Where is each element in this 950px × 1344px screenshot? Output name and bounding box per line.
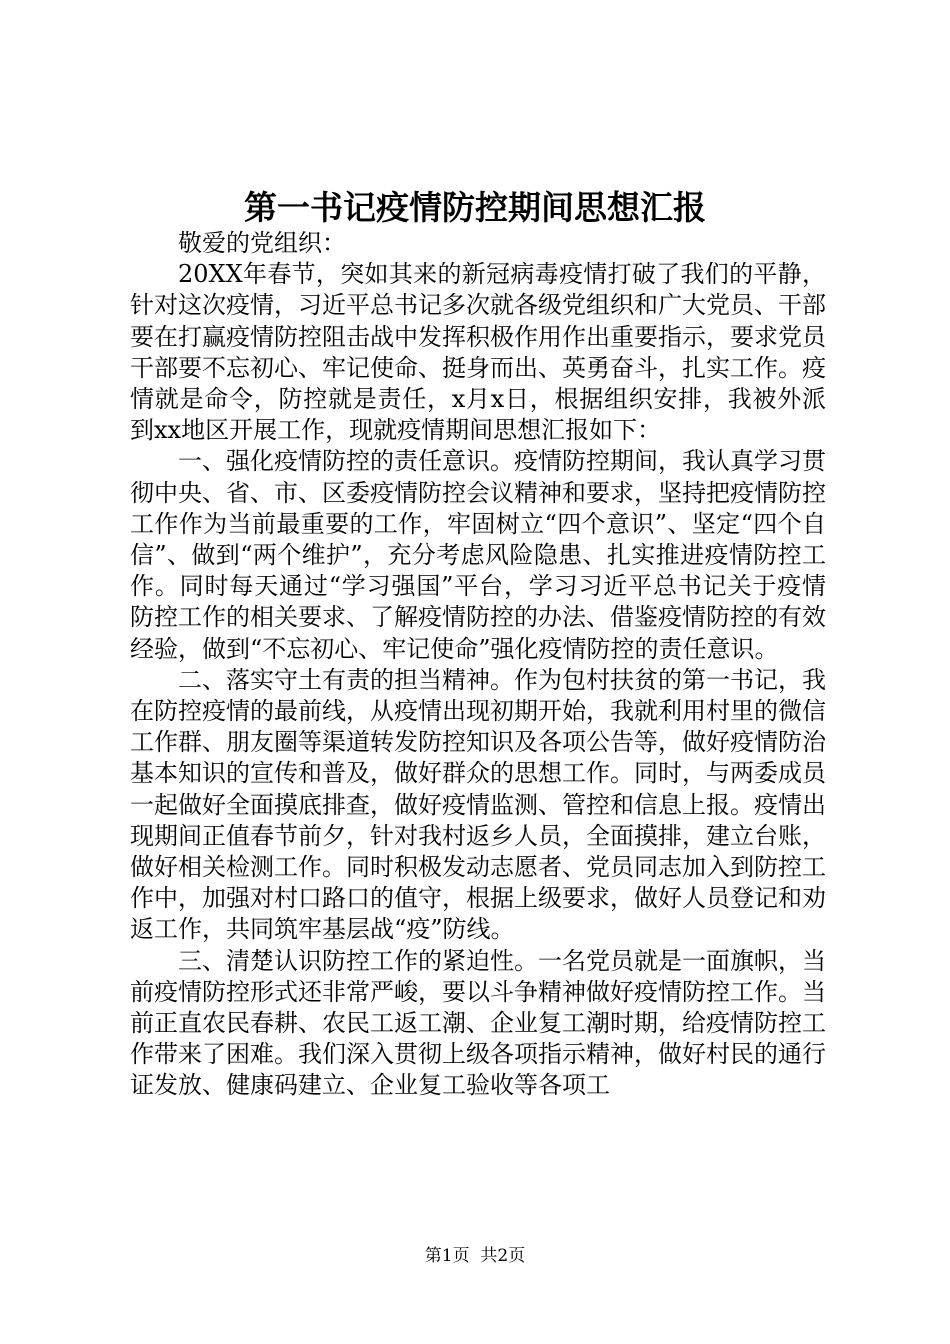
document-body	[130, 228, 826, 1102]
document-title: 第一书记疫情防控期间思想汇报	[244, 188, 706, 227]
paragraph-intro: 20XX年春节，突如其来的新冠病毒疫情打破了我们的平静，针对这次疫情，习近平总书记多次就各级党组织和广大党员、干部要在打赢疫情防控阻击战中发挥积极作用作出重要指示，要求党员干部要不忘初心、牢记使命、挺身而出、英勇奋斗，扎实工作。疫情就是命令，防控就是责任，x月x日，根据组织安排，我被外派到xx地区开展工作，现就疫情期间思想汇报如下：	[130, 260, 826, 445]
salutation: 敬爱的党组织：	[178, 229, 346, 257]
paragraph-section-1: 一、强化疫情防控的责任意识。疫情防控期间，我认真学习贯彻中央、省、市、区委疫情防控会议精神和要求，坚持把疫情防控工作作为当前最重要的工作，牢固树立“四个意识”、坚定“四个自信”、做到“两个维护”，充分考虑风险隐患、扎实推进疫情防控工作。同时每天通过“学习强国”平台，学习习近平总书记关于疫情防控工作的相关要求、了解疫情防控的办法、借鉴疫情防控的有效经验，做到“不忘初心、牢记使命”强化疫情防控的责任意识。	[130, 447, 826, 663]
page-number-label: 第1页 共2页	[424, 1246, 526, 1266]
page-footer	[0, 1244, 950, 1268]
paragraph-section-3: 三、清楚认识防控工作的紧迫性。一名党员就是一面旗帜，当前疫情防控形式还非常严峻，要以斗争精神做好疫情防控工作。当前正直农民春耕、农民工返工潮、企业复工潮时期，给疫情防控工作带来了困难。我们深入贯彻上级各项指示精神，做好村民的通行证发放、健康码建立、企业复工验收等各项工	[130, 946, 826, 1100]
paragraph-section-2: 二、落实守土有责的担当精神。作为包村扶贫的第一书记，我在防控疫情的最前线，从疫情出现初期开始，我就利用村里的微信工作群、朋友圈等渠道转发防控知识及各项公告等，做好疫情防治基本知识的宣传和普及，做好群众的思想工作。同时，与两委成员一起做好全面摸底排查，做好疫情监测、管控和信息上报。疫情出现期间正值春节前夕，针对我村返乡人员，全面摸排，建立台账，做好相关检测工作。同时积极发动志愿者、党员同志加入到防控工作中，加强对村口路口的值守，根据上级要求，做好人员登记和劝返工作，共同筑牢基层战“疫”防线。	[130, 665, 826, 944]
